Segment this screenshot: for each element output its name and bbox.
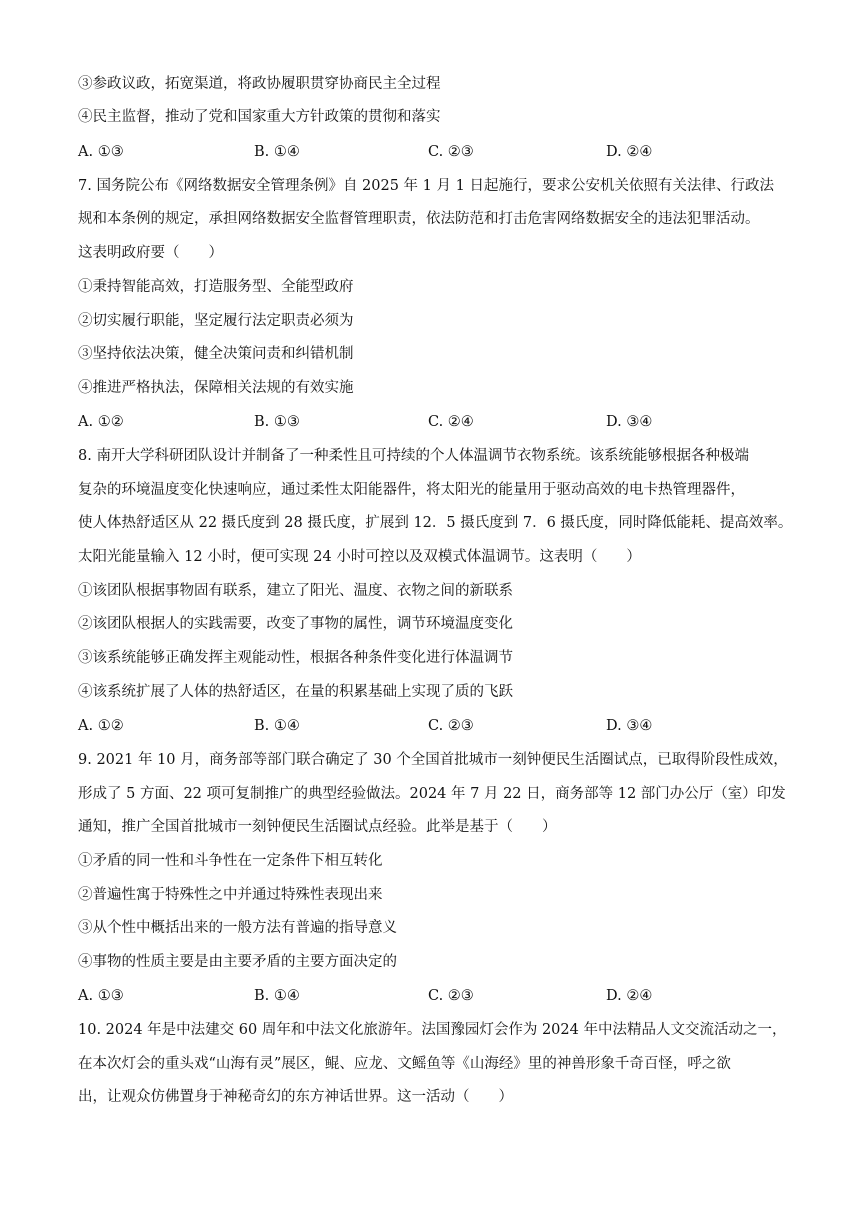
q8-option-b: B. ①④ [254,718,300,734]
q7-item-4: ④推进严格执法，保障相关法规的有效实施 [78,380,354,396]
q8-stem-line-4: 太阳光能量输入 12 小时，便可实现 24 小时可控以及双模式体温调节。这表明（ ） [78,549,641,565]
q9-item-2: ②普遍性寓于特殊性之中并通过特殊性表现出来 [78,887,383,903]
q8-option-a: A. ①② [78,718,124,734]
q6-option-c: C. ②③ [428,144,474,160]
q6-option-a: A. ①③ [78,144,124,160]
q7-option-d: D. ③④ [606,414,653,430]
q8-stem-line-1: 8. 南开大学科研团队设计并制备了一种柔性且可持续的个人体温调节衣物系统。该系统能够根据各种极端 [78,448,749,464]
q7-option-a: A. ①② [78,414,124,430]
q9-option-c: C. ②③ [428,988,474,1004]
q6-item-3: ③参政议政，拓宽渠道，将政协履职贯穿协商民主全过程 [78,76,441,92]
q7-options [78,412,798,432]
q9-option-a: A. ①③ [78,988,124,1004]
q9-options [78,986,798,1006]
q10-stem-line-2: 在本次灯会的重头戏“山海有灵”展区，鲲、应龙、文鳐鱼等《山海经》里的神兽形象千奇百怪，呼之欲 [78,1056,731,1072]
q8-stem-line-2: 复杂的环境温度变化快速响应，通过柔性太阳能器件，将太阳光的能量用于驱动高效的电卡热管理器件， [78,482,745,498]
q9-stem-line-3: 通知，推广全国首批城市一刻钟便民生活圈试点经验。此举是基于（ ） [78,819,557,835]
q8-stem-line-3: 使人体热舒适区从 22 摄氏度到 28 摄氏度，扩展到 12．5 摄氏度到 7．6 摄氏度，同时降低能耗、提高效率。 [78,515,793,531]
q8-item-3: ③该系统能够正确发挥主观能动性，根据各种条件变化进行体温调节 [78,650,513,666]
q8-option-c: C. ②③ [428,718,474,734]
q9-stem-line-1: 9. 2021 年 10 月，商务部等部门联合确定了 30 个全国首批城市一刻钟便民生活圈试点，已取得阶段性成效， [78,752,788,768]
q6-option-d: D. ②④ [606,144,653,160]
q10-stem-line-1: 10. 2024 年是中法建交 60 周年和中法文化旅游年。法国豫园灯会作为 2024 年中法精品人文交流活动之一， [78,1022,787,1038]
q7-stem-line-3: 这表明政府要（ ） [78,245,223,261]
q6-option-b: B. ①④ [254,144,300,160]
q9-item-1: ①矛盾的同一性和斗争性在一定条件下相互转化 [78,853,383,869]
q7-stem-line-1: 7. 国务院公布《网络数据安全管理条例》自 2025 年 1 月 1 日起施行，要求公安机关依照有关法律、行政法 [78,178,774,194]
q9-stem-line-2: 形成了 5 方面、22 项可复制推广的典型经验做法。2024 年 7 月 22 日，商务部等 12 部门办公厅（室）印发 [78,786,786,802]
q7-item-2: ②切实履行职能，坚定履行法定职责必须为 [78,313,354,329]
q9-option-d: D. ②④ [606,988,653,1004]
q6-item-4: ④民主监督，推动了党和国家重大方针政策的贯彻和落实 [78,109,441,125]
q8-option-d: D. ③④ [606,718,653,734]
q8-item-1: ①该团队根据事物固有联系，建立了阳光、温度、衣物之间的新联系 [78,583,513,599]
q6-options [78,142,798,162]
q7-item-3: ③坚持依法决策，健全决策问责和纠错机制 [78,346,354,362]
q7-stem-line-2: 规和本条例的规定，承担网络数据安全监督管理职责，依法防范和打击危害网络数据安全的违法犯罪活动。 [78,211,760,227]
q7-option-b: B. ①③ [254,414,300,430]
q8-item-2: ②该团队根据人的实践需要，改变了事物的属性，调节环境温度变化 [78,616,513,632]
q9-option-b: B. ①④ [254,988,300,1004]
q8-item-4: ④该系统扩展了人体的热舒适区，在量的积累基础上实现了质的飞跃 [78,684,513,700]
q10-stem-line-3: 出，让观众仿佛置身于神秘奇幻的东方神话世界。这一活动（ ） [78,1089,513,1105]
q9-item-4: ④事物的性质主要是由主要矛盾的主要方面决定的 [78,954,397,970]
q7-item-1: ①秉持智能高效，打造服务型、全能型政府 [78,279,354,295]
q8-options [78,716,798,736]
q7-option-c: C. ②④ [428,414,474,430]
q9-item-3: ③从个性中概括出来的一般方法有普遍的指导意义 [78,920,397,936]
